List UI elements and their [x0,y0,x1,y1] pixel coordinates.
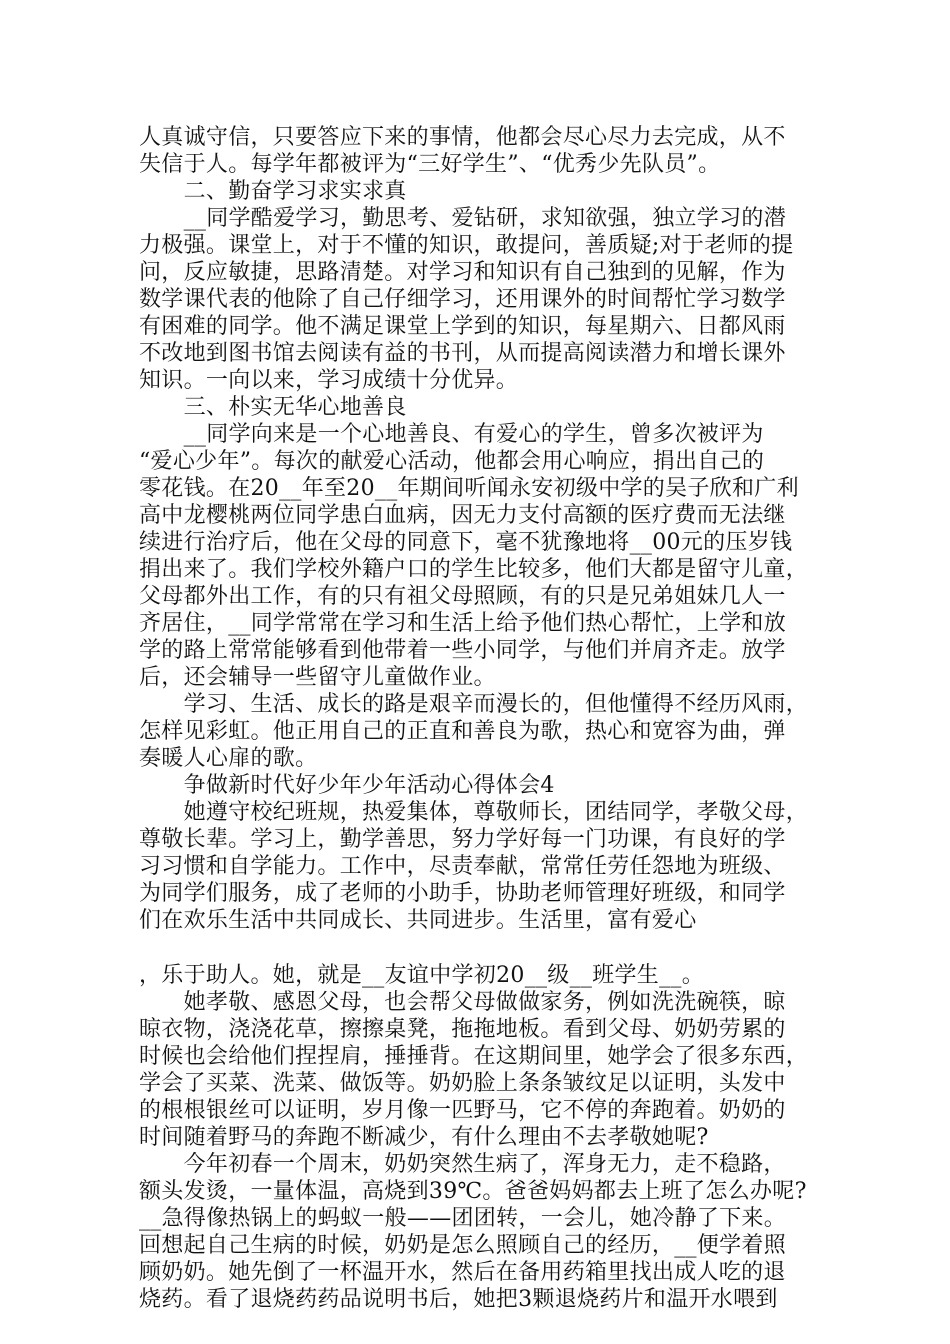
text-line: __急得像热锅上的蚂蚁一般——团团转，一会儿，她冷静了下来。 [139,1206,787,1231]
text-line: 额头发烫，一量体温，高烧到39℃。爸爸妈妈都去上班了怎么办呢? [139,1179,807,1204]
section-heading: 二、勤奋学习求实求真 [139,179,407,204]
text-line: 失信于人。每学年都被评为“三好学生”、“优秀少先队员”。 [139,152,721,177]
text-line: 时候也会给他们捏捏肩，捶捶背。在这期间里，她学会了很多东西， [139,1044,809,1069]
text-line: 不改地到图书馆去阅读有益的书刊，从而提高阅读潜力和增长课外 [139,341,786,366]
text-line: 学会了买菜、洗菜、做饭等。奶奶脸上条条皱纹足以证明，头发中 [139,1071,786,1096]
text-line: 时间随着野马的奔跑不断减少，有什么理由不去孝敬她呢? [139,1125,709,1150]
text-line: 们在欢乐生活中共同成长、共同进步。生活里，富有爱心 [139,908,697,933]
text-line: 知识。一向以来，学习成绩十分优异。 [139,368,519,393]
text-line: 力极强。课堂上，对于不懂的知识，敢提问，善质疑;对于老师的提 [139,233,794,258]
text-line: 今年初春一个周末，奶奶突然生病了，浑身无力，走不稳路， [139,1152,786,1177]
text-line: __同学酷爱学习，勤思考、爱钻研，求知欲强，独立学习的潜 [139,206,787,231]
article-title: 争做新时代好少年少年活动心得体会4 [139,773,555,798]
text-line: 奏暖人心扉的歌。 [139,746,318,771]
text-line: ，乐于助人。她，就是__友谊中学初20__级__班学生__。 [139,963,704,988]
text-line: 她遵守校纪班规，热爱集体，尊敬师长，团结同学，孝敬父母， [139,800,809,825]
text-line: 学习、生活、成长的路是艰辛而漫长的，但他懂得不经历风雨， [139,692,809,717]
text-line: 的根根银丝可以证明，岁月像一匹野马，它不停的奔跑着。奶奶的 [139,1098,786,1123]
text-line: 她孝敬、感恩父母，也会帮父母做做家务，例如洗洗碗筷，晾 [139,990,786,1015]
text-line: 尊敬长辈。学习上，勤学善思，努力学好每一门功课，有良好的学 [139,827,786,852]
text-line: 人真诚守信，只要答应下来的事情，他都会尽心尽力去完成，从不 [139,125,786,150]
text-line: 捐出来了。我们学校外籍户口的学生比较多，他们大都是留守儿童， [139,557,809,582]
text-line: 烧药。看了退烧药药品说明书后，她把3颗退烧药片和温开水喂到 [139,1287,778,1312]
text-line: 父母都外出工作，有的只有祖父母照顾，有的只是兄弟姐妹几人一 [139,584,786,609]
text-line: 高中龙樱桃两位同学患白血病，因无力支付高额的医疗费而无法继 [139,503,786,528]
text-line: 后，还会辅导一些留守儿童做作业。 [139,665,496,690]
text-line: 晾衣物，浇浇花草，擦擦桌凳，拖拖地板。看到父母、奶奶劳累的 [139,1017,786,1042]
text-line: 顾奶奶。她先倒了一杯温开水，然后在备用药箱里找出成人吃的退 [139,1260,786,1285]
text-line: 习习惯和自学能力。工作中，尽责奉献，常常任劳任怨地为班级、 [139,854,786,879]
text-line: 数学课代表的他除了自己仔细学习，还用课外的时间帮忙学习数学 [139,287,786,312]
text-line: 回想起自己生病的时候，奶奶是怎么照顾自己的经历，__便学着照 [139,1233,787,1258]
text-line: 续进行治疗后，他在父母的同意下，毫不犹豫地将__00元的压岁钱 [139,530,793,555]
text-line: “爱心少年”。每次的献爱心活动，他都会用心响应，捐出自己的 [139,449,765,474]
text-line: 为同学们服务，成了老师的小助手，协助老师管理好班级，和同学 [139,881,786,906]
text-line: 零花钱。在20__年至20__年期间听闻永安初级中学的吴子欣和广利 [139,476,799,501]
text-line: 学的路上常常能够看到他带着一些小同学，与他们并肩齐走。放学 [139,638,786,663]
text-line: 有困难的同学。他不满足课堂上学到的知识，每星期六、日都风雨 [139,314,786,339]
text-line: __同学向来是一个心地善良、有爱心的学生，曾多次被评为 [139,422,764,447]
text-line: 怎样见彩虹。他正用自己的正直和善良为歌，热心和宽容为曲，弹 [139,719,786,744]
text-line: 齐居住，__同学常常在学习和生活上给予他们热心帮忙，上学和放 [139,611,787,636]
section-heading: 三、朴实无华心地善良 [139,395,407,420]
text-line: 问，反应敏捷，思路清楚。对学习和知识有自己独到的见解，作为 [139,260,786,285]
